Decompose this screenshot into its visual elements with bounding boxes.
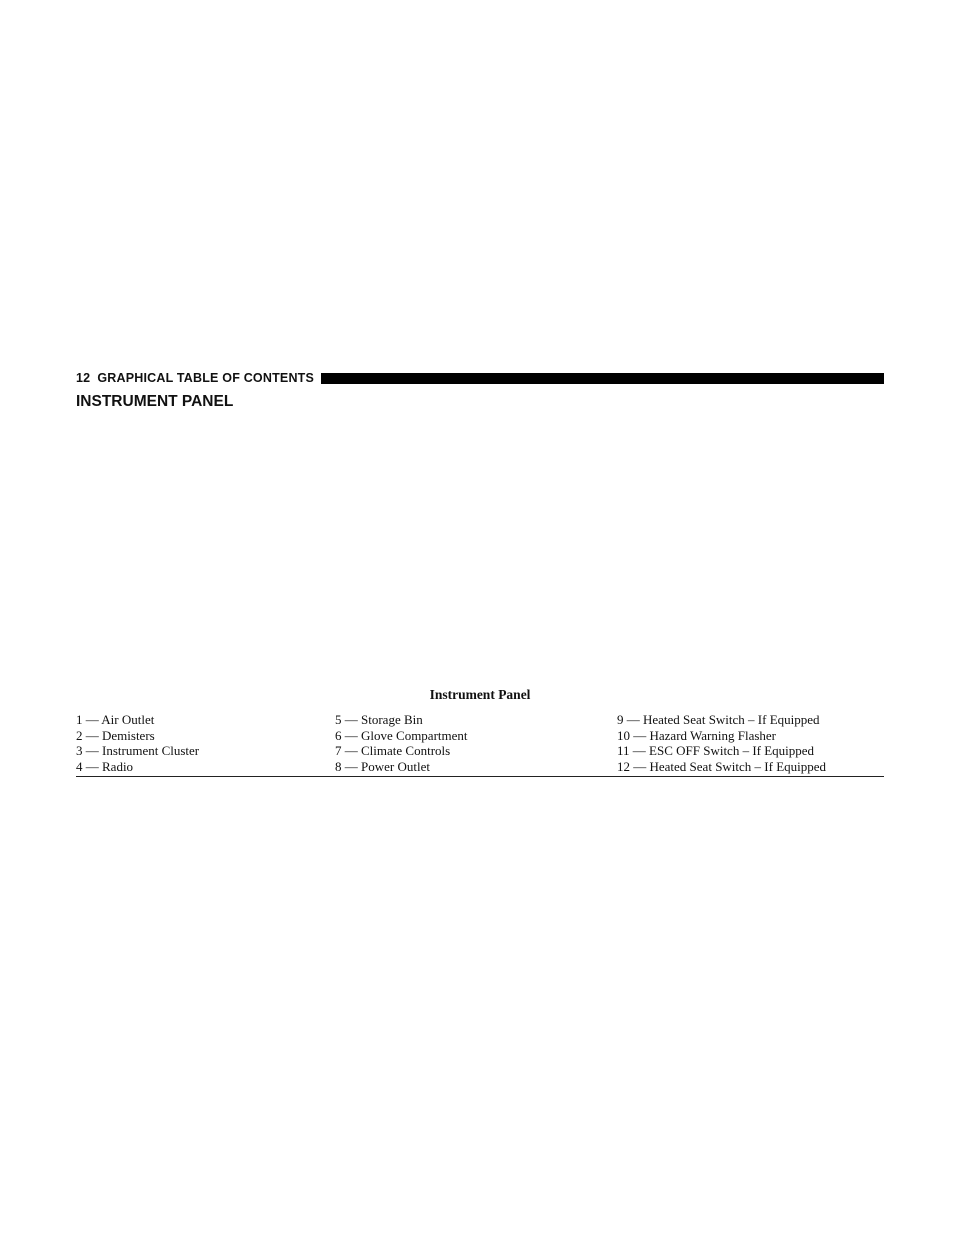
page-number: 12 bbox=[76, 371, 91, 385]
figure-caption: Instrument Panel bbox=[429, 687, 531, 702]
header-rule bbox=[321, 373, 884, 384]
legend-item: 10 — Hazard Warning Flasher bbox=[617, 727, 777, 743]
page-header bbox=[76, 370, 884, 386]
legend-item: 2 — Demisters bbox=[76, 727, 155, 743]
section-heading: GRAPHICAL TABLE OF CONTENTS bbox=[97, 371, 315, 385]
legend-item: 12 — Heated Seat Switch – If Equipped bbox=[617, 758, 827, 774]
legend-item: 8 — Power Outlet bbox=[335, 758, 430, 774]
legend-item: 1 — Air Outlet bbox=[76, 712, 155, 727]
legend-item: 7 — Climate Controls bbox=[335, 743, 451, 758]
page-title: INSTRUMENT PANEL bbox=[76, 393, 234, 410]
figure-legend bbox=[76, 712, 884, 777]
legend-item: 3 — Instrument Cluster bbox=[76, 743, 200, 758]
legend-column-2 bbox=[335, 712, 468, 774]
instrument-panel-figure bbox=[76, 420, 884, 682]
legend-column-3 bbox=[617, 712, 826, 774]
legend-item: 4 — Radio bbox=[76, 758, 134, 774]
legend-item: 6 — Glove Compartment bbox=[335, 727, 468, 743]
legend-item: 11 — ESC OFF Switch – If Equipped bbox=[617, 743, 815, 758]
legend-column-1 bbox=[76, 712, 199, 774]
legend-item: 5 — Storage Bin bbox=[335, 712, 423, 727]
legend-item: 9 — Heated Seat Switch – If Equipped bbox=[617, 712, 820, 727]
